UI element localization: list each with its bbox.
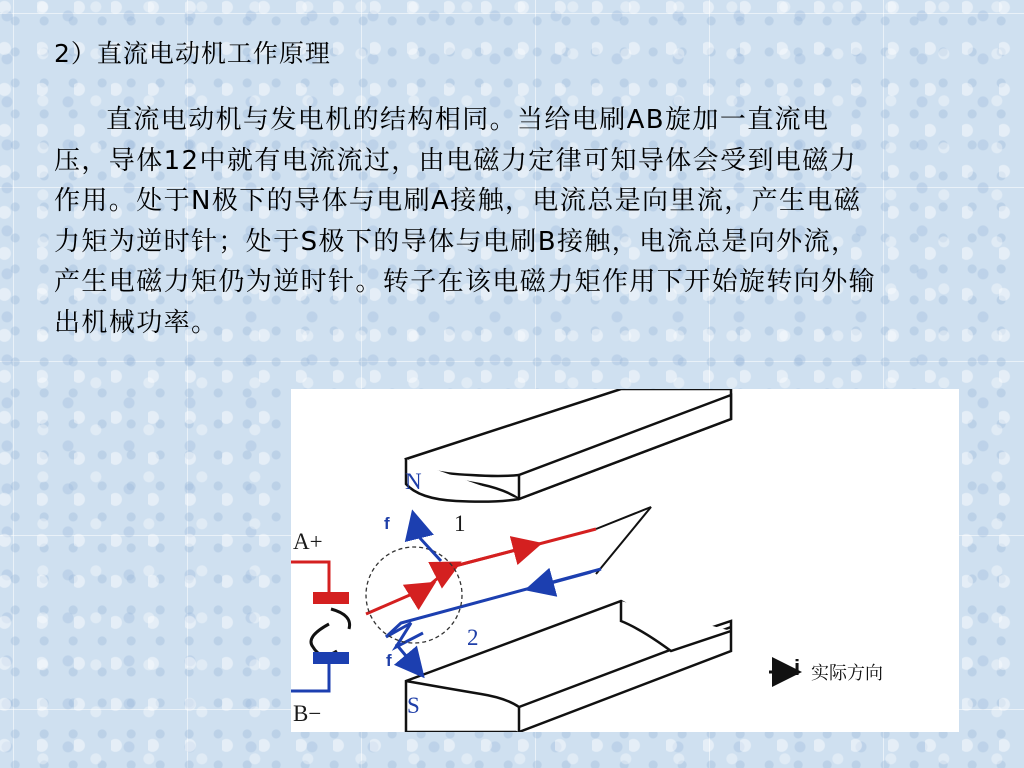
conductor-2-label: 2 bbox=[467, 625, 479, 650]
force-top-label: f bbox=[384, 514, 390, 533]
legend-label: 实际方向 bbox=[811, 663, 883, 684]
force-arrow-bottom bbox=[396, 644, 417, 669]
n-pole-magnet bbox=[406, 389, 731, 502]
commutator bbox=[311, 624, 337, 655]
motor-diagram bbox=[291, 389, 959, 732]
brush-a bbox=[313, 592, 349, 604]
body-paragraph: 直流电动机与发电机的结构相同。当给电刷AB旋加一直流电压，导体12中就有电流流过，由电磁力定律可知导体会受到电磁力作用。处于N极下的导体与电刷A接触，电流总是向里流，产生电磁力矩为逆时针；处于S极下的导体与电刷B接触，电流总是向外流，产生电磁力矩仍为逆时针。转子在该电磁力矩作用下开始旋转向外输出机械功率。 bbox=[54, 105, 877, 338]
brush-b-label: B− bbox=[293, 701, 322, 726]
rotor-circle bbox=[366, 547, 462, 643]
force-arrow-top bbox=[419, 537, 441, 561]
lead-a bbox=[291, 562, 329, 592]
brush-b bbox=[313, 652, 349, 664]
s-pole-magnet bbox=[406, 601, 731, 732]
lead-b bbox=[291, 664, 329, 691]
s-pole-label: S bbox=[407, 693, 420, 718]
conductor-1-label: 1 bbox=[454, 511, 466, 536]
force-bottom-label: f bbox=[386, 651, 392, 670]
brush-a-label: A+ bbox=[293, 529, 323, 554]
page-heading: 2）直流电动机工作原理 bbox=[54, 39, 331, 68]
legend-current-symbol: i bbox=[794, 655, 801, 680]
n-pole-label: N bbox=[405, 469, 422, 494]
